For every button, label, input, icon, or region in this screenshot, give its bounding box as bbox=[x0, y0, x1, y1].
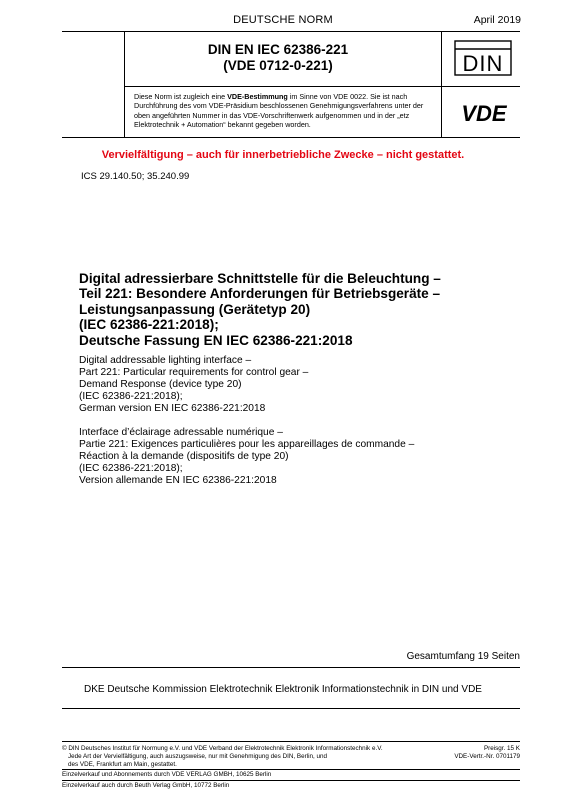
dke-rule bbox=[62, 708, 520, 709]
notice-bold: VDE-Bestimmung bbox=[227, 92, 288, 101]
title-de-line: Digital adressierbare Schnittstelle für die Beleuchtung – bbox=[79, 271, 441, 286]
title-en-line: Demand Response (device type 20) bbox=[79, 379, 242, 391]
header-mid-rule bbox=[124, 86, 520, 87]
title-german bbox=[79, 271, 499, 348]
sales-line: Einzelverkauf und Abonnements durch VDE VERLAG GMBH, 10625 Berlin bbox=[62, 769, 520, 779]
title-fr-line: Interface d’éclairage adressable numérique – bbox=[79, 427, 283, 438]
norm-label: DEUTSCHE NORM bbox=[233, 14, 333, 26]
title-en-line: German version EN IEC 62386-221:2018 bbox=[79, 403, 266, 415]
din-logo bbox=[454, 40, 512, 76]
vde-order-number: VDE-Vertr.-Nr. 0701179 bbox=[454, 752, 520, 760]
publication-date: April 2019 bbox=[473, 14, 521, 26]
dke-line: DKE Deutsche Kommission Elektrotechnik Elektronik Informationstechnik in DIN und VDE bbox=[84, 684, 482, 695]
title-fr-line: Réaction à la demande (dispositifs de type 20) bbox=[79, 451, 289, 463]
vde-logo bbox=[448, 101, 520, 125]
vde-logo-text: VDE bbox=[461, 101, 507, 125]
vde-classification: (VDE 0712-0-221) bbox=[223, 58, 333, 73]
copyright-line: Jede Art der Vervielfältigung, auch auszugsweise, nur mit Genehmigung des DIN, Berlin, und bbox=[68, 752, 328, 760]
standard-number: DIN EN IEC 62386-221 bbox=[207, 42, 349, 57]
title-de-line: Deutsche Fassung EN IEC 62386-221:2018 bbox=[79, 332, 353, 348]
title-de-line: Teil 221: Besondere Anforderungen für Betriebsgeräte – bbox=[79, 286, 441, 302]
notice-prefix: Diese Norm ist zugleich eine bbox=[134, 92, 228, 101]
top-rule bbox=[62, 31, 520, 32]
title-fr-line: Partie 221: Exigences particulières pour les appareillages de commande – bbox=[79, 439, 415, 451]
pages-rule bbox=[62, 667, 520, 668]
title-fr-line: (IEC 62386-221:2018); bbox=[79, 463, 183, 475]
reproduction-notice: Vervielfältigung – auch für innerbetriebliche Zwecke – nicht gestattet. bbox=[101, 149, 465, 161]
header-bottom-rule bbox=[62, 137, 520, 138]
vde-notice bbox=[134, 92, 434, 129]
title-fr-line: Version allemande EN IEC 62386-221:2018 bbox=[79, 475, 277, 487]
sales-line: Einzelverkauf auch durch Beuth Verlag GmbH, 10772 Berlin bbox=[62, 780, 520, 790]
total-pages: Gesamtumfang 19 Seiten bbox=[406, 651, 520, 662]
title-en-line: Digital addressable lighting interface – bbox=[79, 355, 252, 366]
title-english bbox=[79, 355, 499, 415]
title-french bbox=[79, 427, 519, 487]
title-de-line: (IEC 62386-221:2018); bbox=[79, 317, 219, 333]
title-en-line: (IEC 62386-221:2018); bbox=[79, 391, 183, 403]
frame-right-line bbox=[441, 31, 442, 137]
price-group: Preisgr. 15 K bbox=[483, 745, 520, 752]
copyright-line: © DIN Deutsches Institut für Normung e.V. und VDE Verband der Elektrotechnik Elektronik Informationstechnik e.V. bbox=[62, 745, 383, 752]
ics-code: ICS 29.140.50; 35.240.99 bbox=[81, 171, 190, 182]
footer-price bbox=[454, 745, 520, 761]
standard-title-block bbox=[120, 42, 436, 74]
title-en-line: Part 221: Particular requirements for control gear – bbox=[79, 367, 309, 379]
din-logo-text: DIN bbox=[462, 51, 504, 76]
footer-top-rule bbox=[62, 741, 520, 742]
title-de-line: Leistungsanpassung (Gerätetyp 20) bbox=[79, 301, 311, 317]
copyright-line: des VDE, Frankfurt am Main, gestattet. bbox=[68, 760, 177, 768]
notice-rest: im Sinne von VDE 0022. Sie ist nach Durchführung des vom VDE-Präsidium beschlossenen Genehmigungsverfahrens unter der oben angeführten Nummer in das VDE-Vorschriftenwerk aufgenommen und in der „etz Elektrotechnik + Automation“ bekannt gegeben worden. bbox=[134, 92, 424, 129]
footer-copyright bbox=[62, 745, 422, 790]
